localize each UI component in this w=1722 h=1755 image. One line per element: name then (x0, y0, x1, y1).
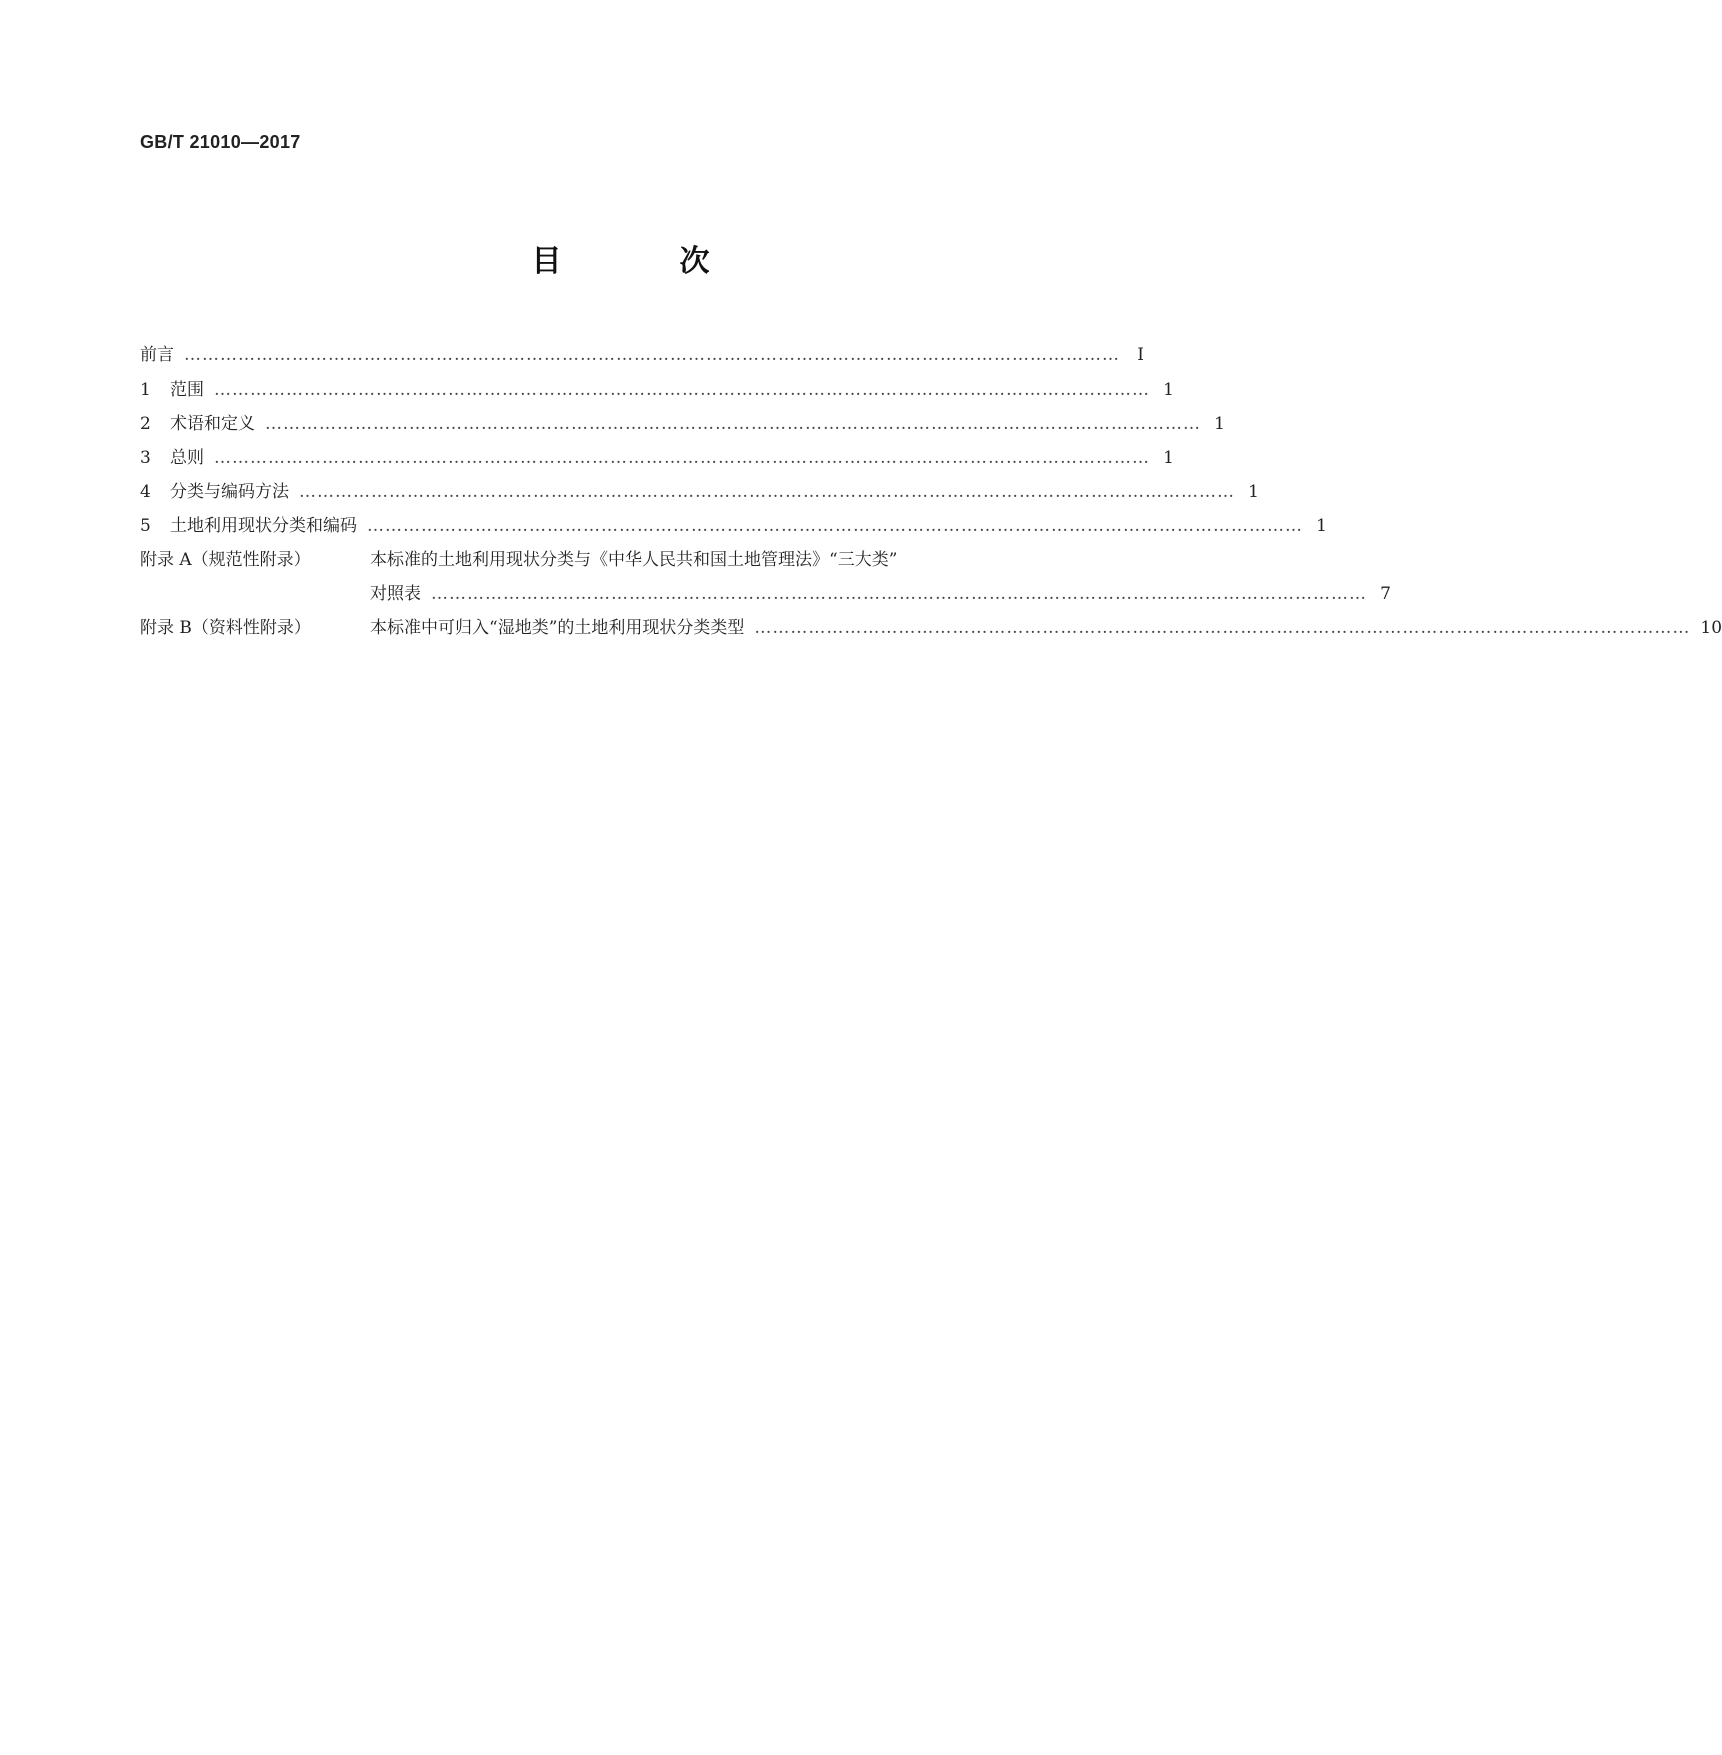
toc-leader-dots: ………………………………………………………………………………………………………………………………………… (214, 448, 1150, 468)
toc-entry-4[interactable] (140, 477, 1259, 507)
page-title: 目 次 (531, 244, 754, 279)
toc-entry-page: 1 (1163, 380, 1174, 400)
toc-entry-number: 4 (140, 482, 151, 502)
toc-entry-label: 分类与编码方法 (170, 482, 289, 502)
toc-entry-page: 10 (1700, 618, 1722, 638)
toc-entry-label: 范围 (170, 380, 204, 400)
toc-entry-3[interactable] (140, 443, 1174, 473)
toc-leader-dots: ………………………………………………………………………………………………………………………………………… (184, 345, 1120, 365)
toc-entry-2[interactable] (140, 409, 1225, 439)
toc-entry-label: 本标准中可归入“湿地类”的土地利用现状分类类型 (370, 618, 745, 638)
toc-entry-page: 1 (1316, 516, 1327, 536)
toc-entry-appendix-a-continued[interactable] (140, 579, 1391, 609)
toc-entry-label: 总则 (170, 448, 204, 468)
toc-entry-number: 2 (140, 414, 151, 434)
toc-entry-appendix-a[interactable] (140, 545, 1100, 575)
toc-entry-page: 1 (1248, 482, 1259, 502)
toc-entry-5[interactable] (140, 511, 1327, 541)
toc-entry-label: 本标准的土地利用现状分类与《中华人民共和国土地管理法》“三大类” (370, 550, 898, 570)
toc-leader-dots: ………………………………………………………………………………………………………………………………………… (431, 584, 1367, 604)
toc-leader-dots: ………………………………………………………………………………………………………………………………………… (299, 482, 1235, 502)
toc-leader-dots: ………………………………………………………………………………………………………………………………………… (367, 516, 1303, 536)
toc-appendix-prefix: 附录 A（规范性附录） (140, 550, 311, 570)
toc-leader-dots: ………………………………………………………………………………………………………………………………………… (214, 380, 1150, 400)
toc-entry-appendix-b[interactable] (140, 613, 1722, 643)
toc-entry-page: 1 (1214, 414, 1225, 434)
toc-entry-page: 7 (1380, 584, 1391, 604)
toc-entry-label: 对照表 (370, 584, 421, 604)
toc-entry-number: 1 (140, 380, 151, 400)
toc-entry-label: 前言 (140, 345, 174, 365)
toc-entry-foreword[interactable] (140, 340, 1144, 370)
toc-entry-label: 术语和定义 (170, 414, 255, 434)
toc-leader-dots: ………………………………………………………………………………………………………………………………………… (265, 414, 1201, 434)
toc-appendix-prefix: 附录 B（资料性附录） (140, 618, 311, 638)
standard-code: GB/T 21010—2017 (140, 132, 301, 152)
toc-entry-page: 1 (1163, 448, 1174, 468)
toc-entry-label: 土地利用现状分类和编码 (170, 516, 357, 536)
toc-entry-1[interactable] (140, 375, 1174, 405)
toc-leader-dots: ………………………………………………………………………………………………………………………………………… (754, 618, 1691, 638)
toc-entry-number: 5 (140, 516, 151, 536)
toc-entry-page: Ⅰ (1137, 345, 1144, 365)
toc-entry-number: 3 (140, 448, 151, 468)
